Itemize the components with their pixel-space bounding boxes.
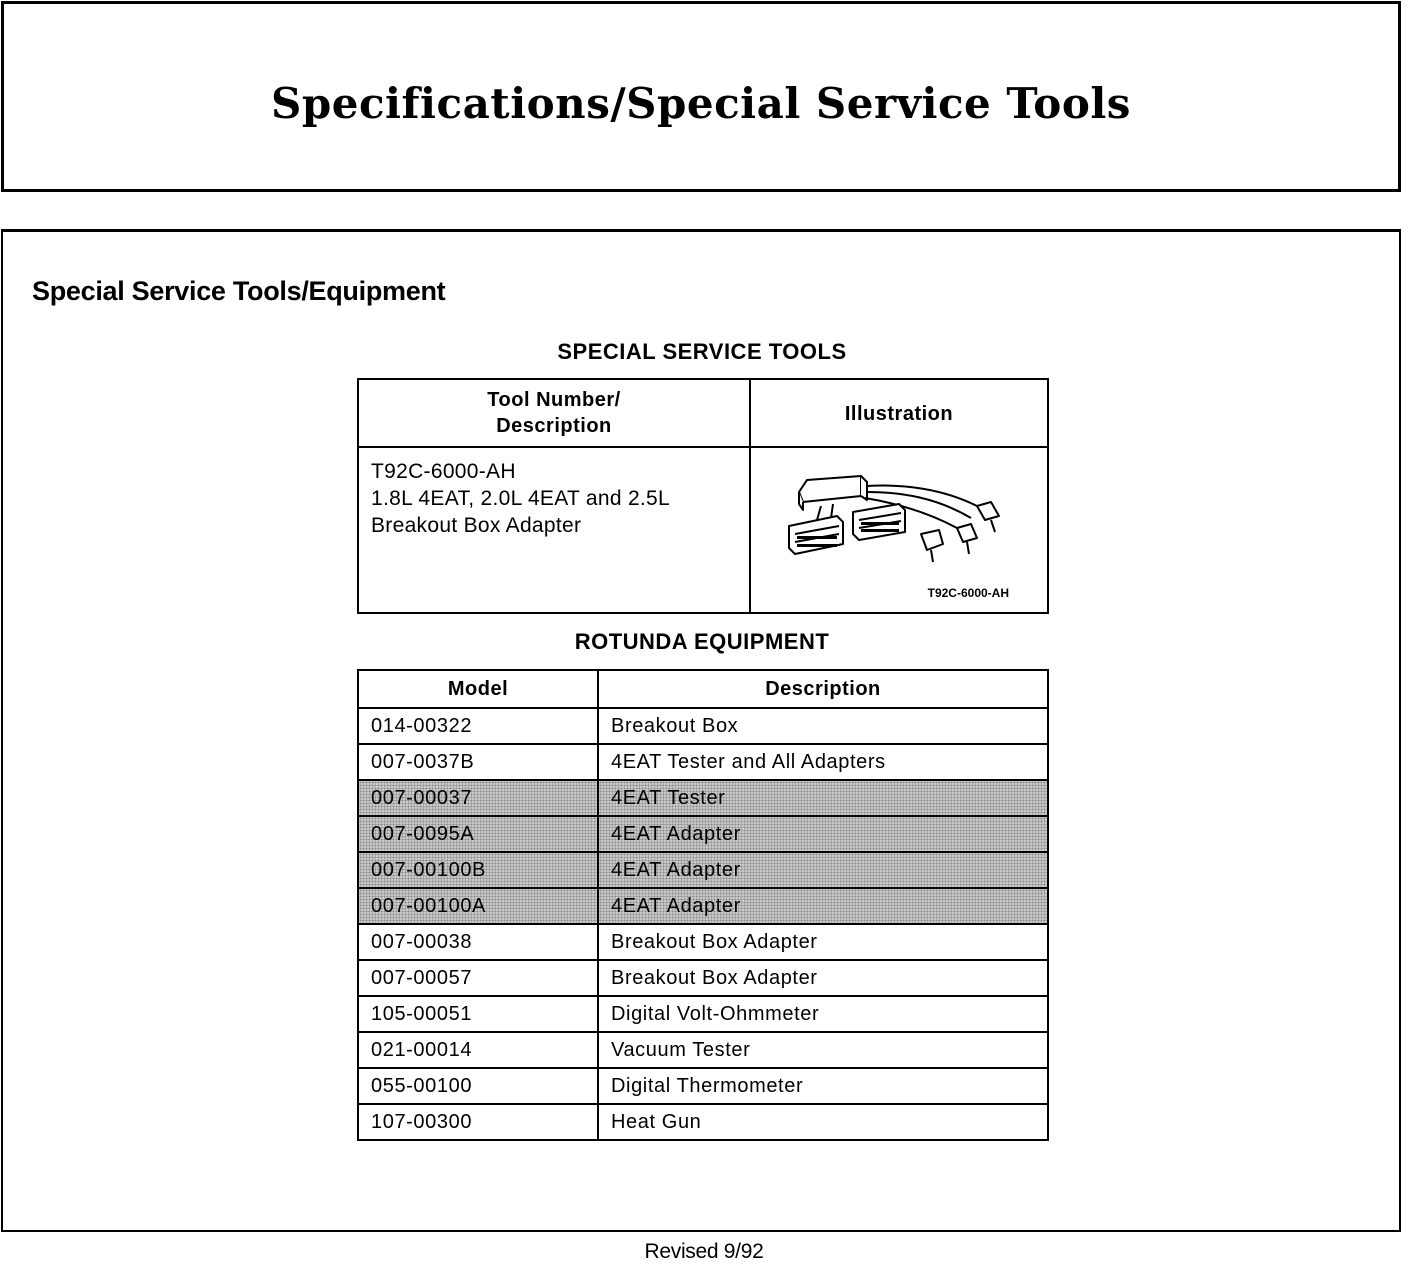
description-cell: 4EAT Adapter <box>598 852 1048 888</box>
table-header-row <box>358 379 1048 447</box>
description-cell: Heat Gun <box>598 1104 1048 1140</box>
table-row <box>358 888 1048 924</box>
table-row <box>358 447 1048 613</box>
model-cell: 055-00100 <box>358 1068 598 1104</box>
description-column-header: Description <box>598 670 1048 708</box>
description-cell: Digital Thermometer <box>598 1068 1048 1104</box>
model-cell: 007-0095A <box>358 816 598 852</box>
model-cell: 007-00100A <box>358 888 598 924</box>
tool-number-header-line2: Description <box>496 415 612 437</box>
description-cell: Breakout Box Adapter <box>598 960 1048 996</box>
section-title: Special Service Tools/Equipment <box>32 276 446 306</box>
description-cell: 4EAT Adapter <box>598 816 1048 852</box>
model-cell: 014-00322 <box>358 708 598 744</box>
table-row <box>358 1068 1048 1104</box>
table-row <box>358 816 1048 852</box>
table-row <box>358 852 1048 888</box>
illustration-header: Illustration <box>750 379 1048 447</box>
table-row <box>358 1032 1048 1068</box>
model-cell: 007-00038 <box>358 924 598 960</box>
tool-description-line2: Breakout Box Adapter <box>371 514 582 537</box>
page-title: Specifications/Special Service Tools <box>271 79 1131 128</box>
description-cell: 4EAT Tester and All Adapters <box>598 744 1048 780</box>
model-cell: 105-00051 <box>358 996 598 1032</box>
tool-number-header <box>358 379 750 447</box>
revision-footer: Revised 9/92 <box>644 1240 764 1263</box>
table-row <box>358 780 1048 816</box>
table-row <box>358 924 1048 960</box>
breakout-box-adapter-illustration <box>781 462 1021 572</box>
model-cell: 107-00300 <box>358 1104 598 1140</box>
table-row <box>358 744 1048 780</box>
tool-number-header-line1: Tool Number/ <box>487 389 621 411</box>
table-header-row <box>358 670 1048 708</box>
model-cell: 007-0037B <box>358 744 598 780</box>
model-cell: 021-00014 <box>358 1032 598 1068</box>
page-header-box <box>1 1 1401 192</box>
description-cell: Digital Volt-Ohmmeter <box>598 996 1048 1032</box>
rotunda-equipment-table <box>357 669 1049 1141</box>
model-cell: 007-00057 <box>358 960 598 996</box>
description-cell: 4EAT Tester <box>598 780 1048 816</box>
tool-number: T92C-6000-AH <box>371 460 516 483</box>
tool-description-cell <box>358 447 750 613</box>
description-cell: Breakout Box Adapter <box>598 924 1048 960</box>
description-cell: 4EAT Adapter <box>598 888 1048 924</box>
description-cell: Breakout Box <box>598 708 1048 744</box>
tool-illustration-cell <box>750 447 1048 613</box>
special-service-tools-caption: SPECIAL SERVICE TOOLS <box>557 339 847 364</box>
special-service-tools-table <box>357 378 1049 614</box>
table-row <box>358 960 1048 996</box>
table-row <box>358 708 1048 744</box>
table-row <box>358 1104 1048 1140</box>
table-row <box>358 996 1048 1032</box>
rotunda-equipment-caption: ROTUNDA EQUIPMENT <box>574 629 830 654</box>
description-cell: Vacuum Tester <box>598 1032 1048 1068</box>
model-column-header: Model <box>358 670 598 708</box>
tool-description-line1: 1.8L 4EAT, 2.0L 4EAT and 2.5L <box>371 487 671 510</box>
model-cell: 007-00037 <box>358 780 598 816</box>
model-cell: 007-00100B <box>358 852 598 888</box>
illustration-label: T92C-6000-AH <box>927 586 1009 600</box>
